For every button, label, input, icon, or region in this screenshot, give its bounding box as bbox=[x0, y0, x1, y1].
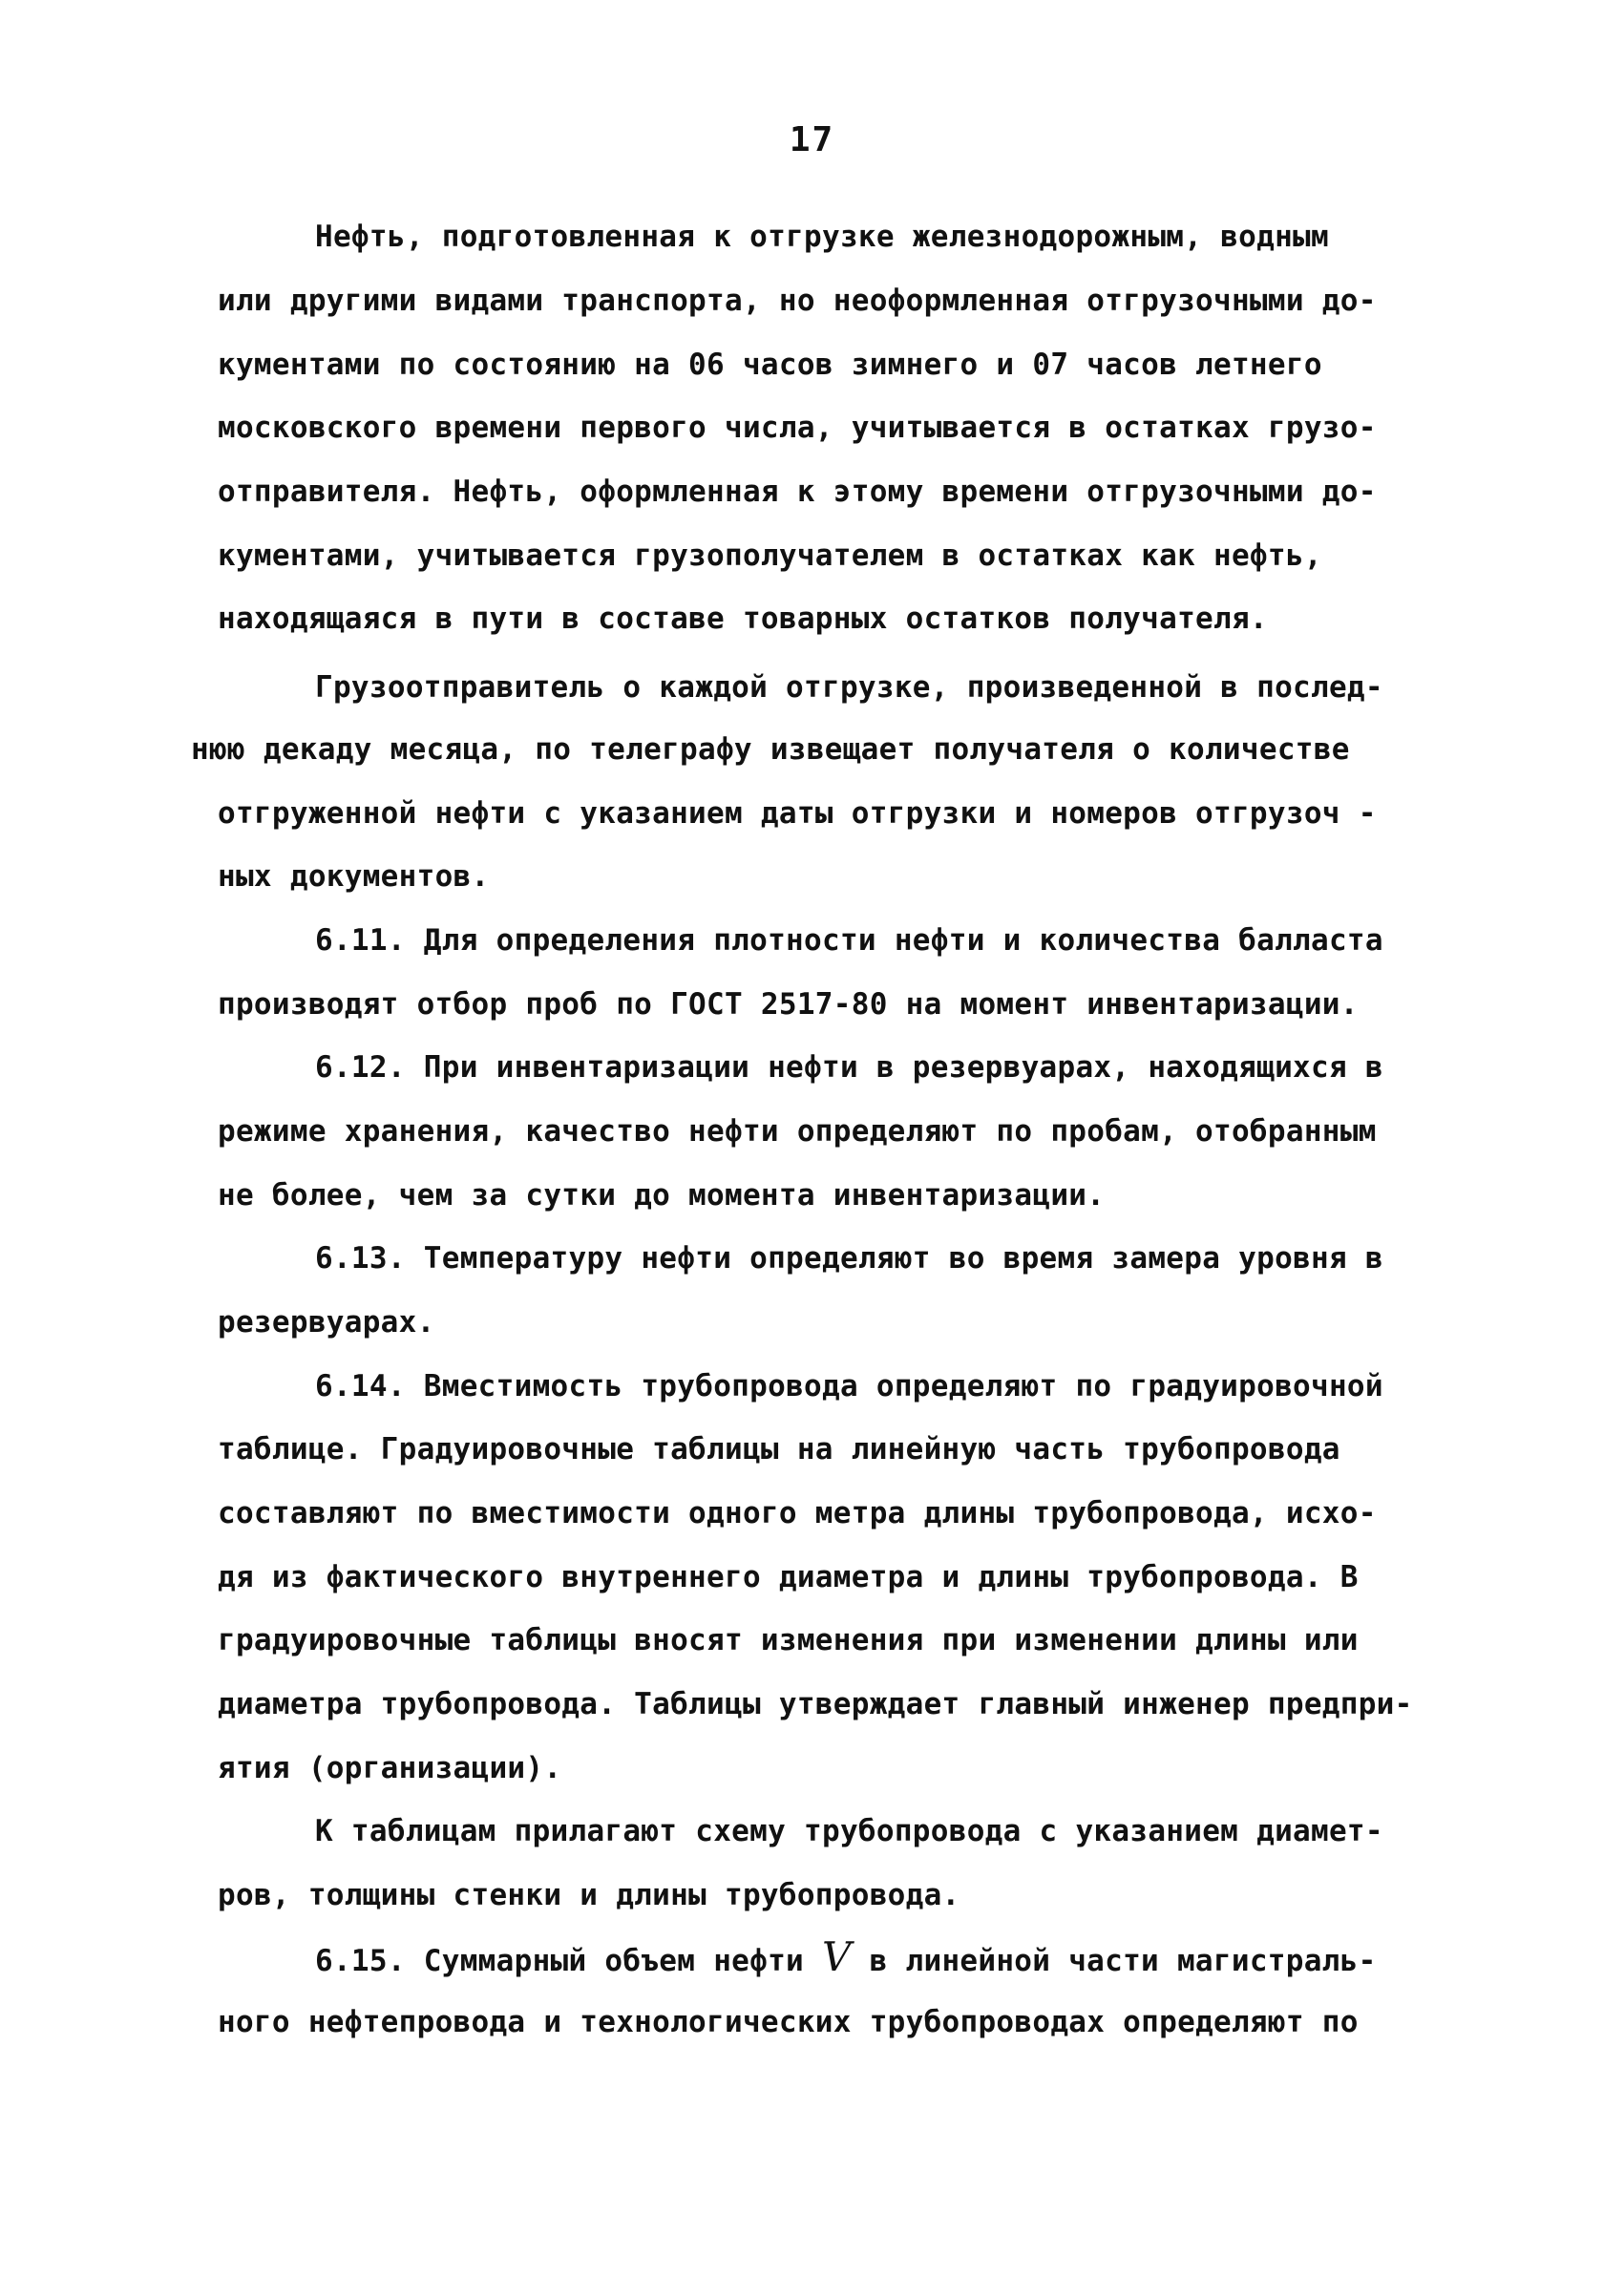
text-line: не более, чем за сутки до момента инвентаризации. bbox=[218, 1178, 1106, 1213]
text-line: нюю декаду месяца, по телеграфу извещает получателя о количестве bbox=[191, 732, 1350, 767]
text-line: или другими видами транспорта, но неоформленная отгрузочными до- bbox=[218, 284, 1377, 318]
text-line: ров, толщины стенки и длины трубопровода. bbox=[218, 1878, 960, 1912]
text-line: диаметра трубопровода. Таблицы утверждает главный инженер предпри- bbox=[218, 1687, 1413, 1721]
text-line: Грузоотправитель о каждой отгрузке, произведенной в послед- bbox=[315, 670, 1383, 705]
text-line: градуировочные таблицы вносят изменения при изменении длины или bbox=[218, 1623, 1359, 1657]
text-line: резервуарах. bbox=[218, 1305, 435, 1340]
text-line: 6.12. При инвентаризации нефти в резервуарах, находящихся в bbox=[315, 1050, 1383, 1085]
text-line: Нефть, подготовленная к отгрузке железнодорожным, водным bbox=[315, 220, 1329, 254]
text-line: дя из фактического внутреннего диаметра и длины трубопровода. В bbox=[218, 1560, 1359, 1594]
text-line: находящаяся в пути в составе товарных остатков получателя. bbox=[218, 601, 1268, 636]
text-line: составляют по вместимости одного метра длины трубопровода, исхо- bbox=[218, 1496, 1377, 1530]
text-line: московского времени первого числа, учитывается в остатках грузо- bbox=[218, 411, 1377, 445]
text-line: 6.13. Температуру нефти определяют во время замера уровня в bbox=[315, 1241, 1383, 1276]
volume-symbol: V bbox=[821, 1933, 852, 1980]
text-line: ятия (организации). bbox=[218, 1751, 562, 1785]
text-line: отгруженной нефти с указанием даты отгрузки и номеров отгрузоч - bbox=[218, 796, 1377, 831]
text-line: 6.14. Вместимость трубопровода определяют по градуировочной bbox=[315, 1369, 1383, 1403]
text-line: ного нефтепровода и технологических трубопроводах определяют по bbox=[218, 2005, 1359, 2039]
text-segment: 6.15. Суммарный объем нефти bbox=[315, 1944, 822, 1978]
text-line: таблице. Градуировочные таблицы на линейную часть трубопровода bbox=[218, 1432, 1340, 1467]
text-line bbox=[315, 1933, 1377, 1980]
text-segment: в линейной части магистраль- bbox=[851, 1944, 1377, 1978]
text-line: производят отбор проб по ГОСТ 2517-80 на момент инвентаризации. bbox=[218, 987, 1359, 1022]
text-line: кументами, учитывается грузополучателем в остатках как нефть, bbox=[218, 538, 1322, 573]
text-line: ных документов. bbox=[218, 859, 490, 894]
text-line: режиме хранения, качество нефти определяют по пробам, отобранным bbox=[218, 1114, 1377, 1149]
text-line: отправителя. Нефть, оформленная к этому времени отгрузочными до- bbox=[218, 475, 1377, 509]
text-line: кументами по состоянию на 06 часов зимнего и 07 часов летнего bbox=[218, 348, 1322, 382]
text-line: 6.11. Для определения плотности нефти и количества балласта bbox=[315, 923, 1383, 958]
text-line: К таблицам прилагают схему трубопровода с указанием диамет- bbox=[315, 1814, 1383, 1848]
page-number: 17 bbox=[789, 120, 835, 159]
